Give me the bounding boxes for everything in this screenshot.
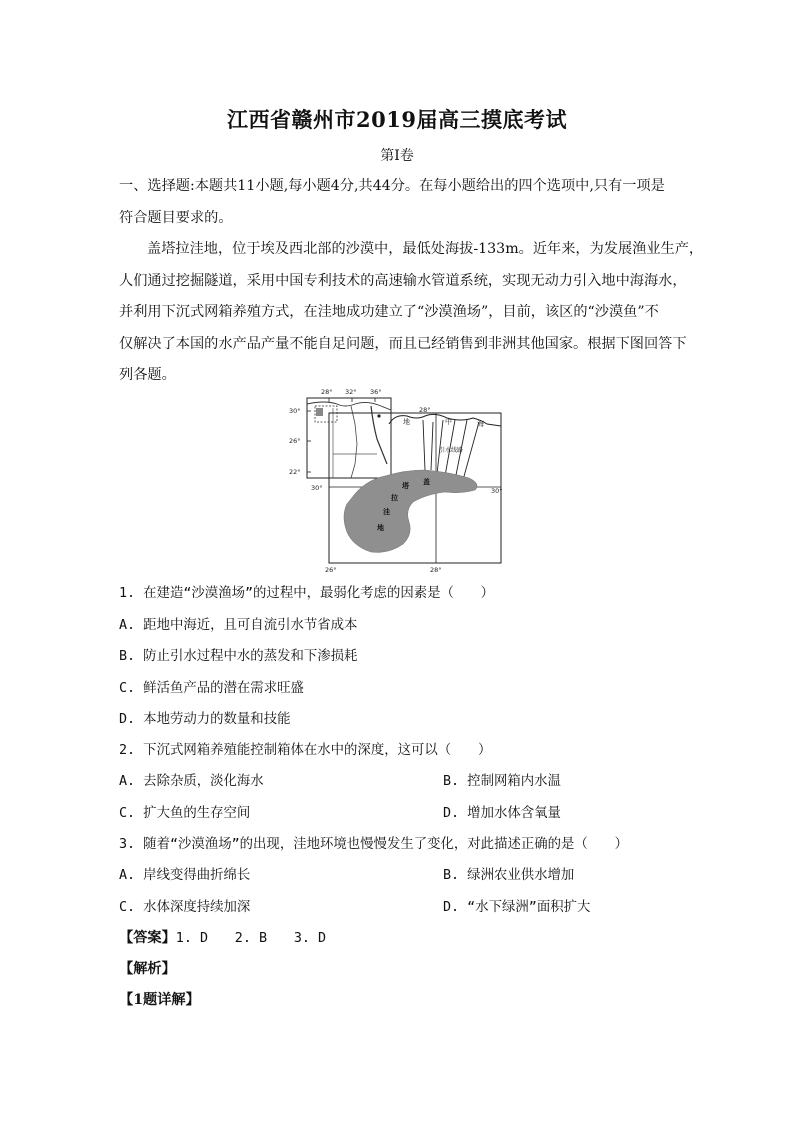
passage-line-3: 并利用下沉式网箱养殖方式，在洼地成功建立了“沙漠渔场”，目前，该区的“沙漠鱼”不 [119,304,659,320]
question-1-option-d: D. 本地劳动力的数量和技能 [119,712,291,727]
passage-line-2: 人们通过挖掘隧道，采用中国专利技术的高速输水管道系统，实现无动力引入地中海海水， [119,273,687,289]
answer-values: 1. D 2. B 3. D [175,931,327,946]
passage-line-1: 盖塔拉洼地，位于埃及西北部的沙漠中，最低处海拔-133m。近年来，为发展渔业生产， [147,241,704,257]
detail-label: 【1题详解】 [119,992,200,1008]
question-3-option-d: D. “水下绿洲”面积扩大 [443,900,591,915]
question-3-option-b: B. 绿洲农业供水增加 [443,868,575,883]
section-instruction-line1: 一、选择题:本题共11小题,每小题4分,共44分。在每小题给出的四个选项中,只有一项是 [119,178,665,194]
qattara-map-figure [285,384,515,576]
question-3-stem: 3. 随着“沙漠渔场”的出现，洼地环境也慢慢发生了变化，对此描述正确的是（ ） [119,837,628,852]
inset-lon-label-32: 32° [345,388,357,396]
analysis-label: 【解析】 [119,961,176,977]
channel-label: 引水线路 [439,447,464,454]
inset-lat-label-30: 30° [289,407,301,415]
answer-line [119,927,326,947]
question-1-option-a: A. 距地中海近，且可自流引水节省成本 [119,618,358,633]
depression-label-2: 塔 [402,482,409,490]
sea-label-3: 海 [477,420,484,428]
question-2-option-d: D. 增加水体含氧量 [443,806,561,821]
question-2-stem: 2. 下沉式网箱养殖能控制箱体在水中的深度，这可以（ ） [119,743,492,758]
depression-label-3: 拉 [391,494,398,502]
main-lon-bottom-26: 26° [325,566,337,574]
main-lat-right-30: 30° [491,487,503,495]
sea-label-2: 中 [445,418,452,426]
question-2-option-b: B. 控制网箱内水温 [443,774,561,789]
depression-label-1: 盖 [423,478,430,486]
question-2-option-c: C. 扩大鱼的生存空间 [119,806,251,821]
answer-label: 【答案】 [119,930,176,946]
question-1-option-b: B. 防止引水过程中水的蒸发和下渗损耗 [119,649,358,664]
inset-lon-label-28: 28° [321,388,333,396]
inset-lon-label-36: 36° [370,388,382,396]
question-3-option-c: C. 水体深度持续加深 [119,900,251,915]
question-2-option-a: A. 去除杂质，淡化海水 [119,774,264,789]
inset-lat-label-26: 26° [289,437,301,445]
page-subtitle: 第Ⅰ卷 [380,148,414,164]
inset-depression-mark [316,408,323,416]
page-title: 江西省赣州市2019届高三摸底考试 [227,107,567,132]
main-lat-left-30: 30° [311,484,323,492]
inset-lat-label-22: 22° [289,468,301,476]
question-1-stem: 1. 在建造“沙漠渔场”的过程中，最弱化考虑的因素是（ ） [119,586,495,601]
passage-line-5: 列各题。 [119,367,176,383]
main-lon-top-28: 28° [419,406,431,414]
question-3-option-a: A. 岸线变得曲折绵长 [119,868,251,883]
question-1-option-c: C. 鲜活鱼产品的潜在需求旺盛 [119,681,304,696]
sea-label-1: 地 [403,418,410,426]
main-lon-bottom-28: 28° [430,566,442,574]
passage-line-4: 仅解决了本国的水产品产量不能自足问题，而且已经销售到非洲其他国家。根据下图回答下 [119,336,687,352]
section-instruction-line2: 符合题目要求的。 [119,210,233,226]
depression-label-4: 洼 [383,508,390,516]
depression-label-5: 地 [377,524,384,532]
